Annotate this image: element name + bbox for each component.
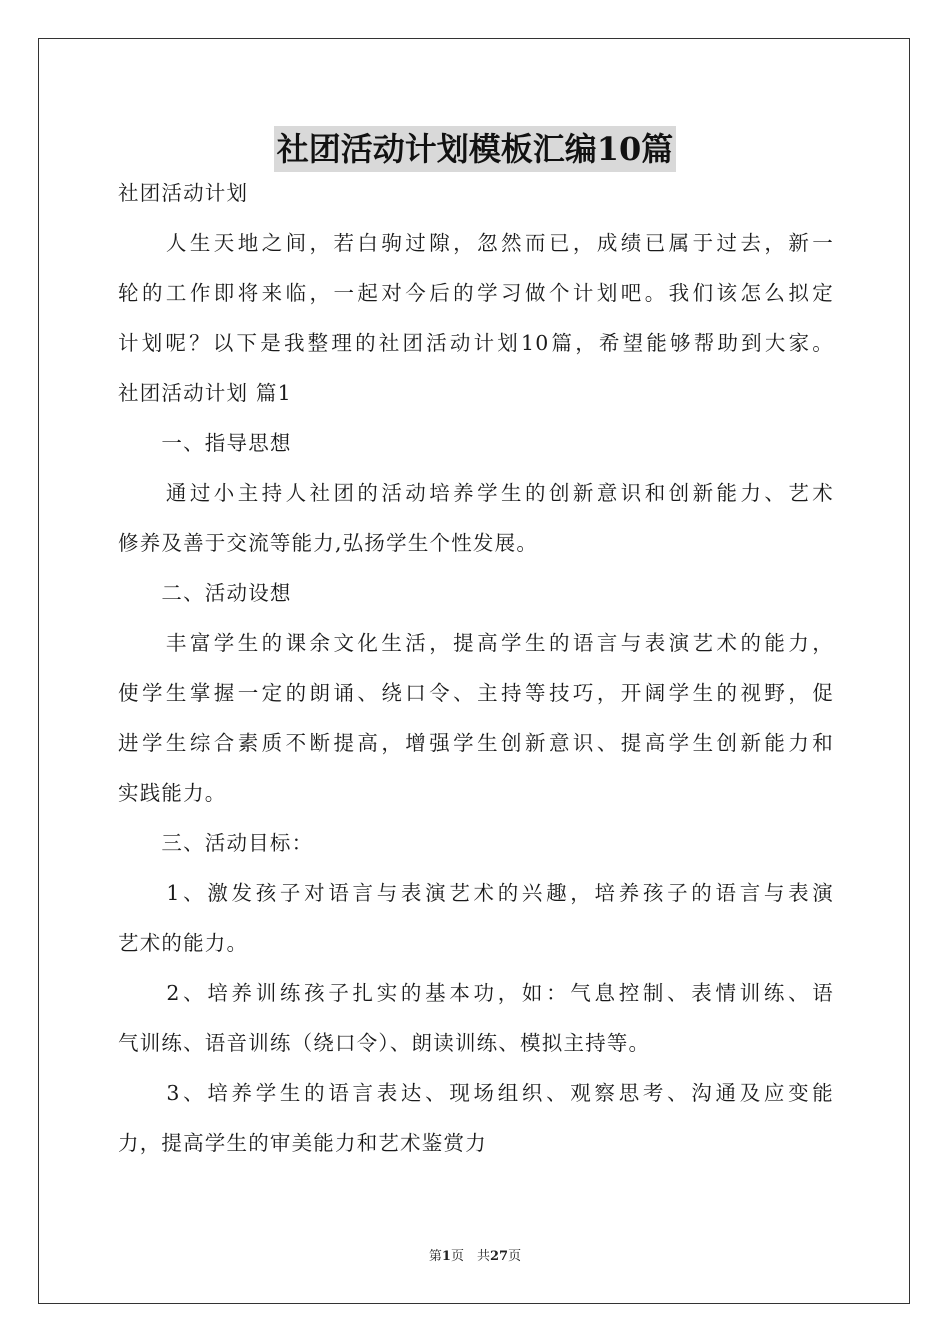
subheading: 一、指导思想 <box>118 431 292 455</box>
page-footer <box>0 1245 950 1264</box>
list-item-line: 1、激发孩子对语言与表演艺术的兴趣，培养孩子的语言与表演 <box>118 881 834 905</box>
footer-page-suffix: 页 <box>508 1249 522 1264</box>
footer-page-mid: 页 共 <box>450 1249 490 1264</box>
list-item-line: 力，提高学生的审美能力和艺术鉴赏力 <box>118 1131 487 1155</box>
title-container <box>0 126 950 172</box>
section-heading: 社团活动计划 <box>118 181 249 205</box>
footer-total-pages: 27 <box>489 1249 509 1264</box>
paragraph-line: 使学生掌握一定的朗诵、绕口令、主持等技巧，开阔学生的视野，促 <box>118 681 834 705</box>
paragraph-line: 修养及善于交流等能力,弘扬学生个性发展。 <box>118 531 539 555</box>
section-heading: 社团活动计划 篇1 <box>118 381 292 405</box>
footer-page-prefix: 第 <box>428 1249 442 1264</box>
list-item-line: 3、培养学生的语言表达、现场组织、观察思考、沟通及应变能 <box>118 1081 834 1105</box>
subheading: 二、活动设想 <box>118 581 292 605</box>
paragraph-line: 人生天地之间，若白驹过隙，忽然而已，成绩已属于过去，新一 <box>118 231 834 255</box>
list-item-line: 2、培养训练孩子扎实的基本功，如：气息控制、表情训练、语 <box>118 981 834 1005</box>
list-item-line: 气训练、语音训练（绕口令）、朗读训练、模拟主持等。 <box>118 1031 651 1055</box>
list-item-line: 艺术的能力。 <box>118 931 249 955</box>
paragraph-line: 轮的工作即将来临，一起对今后的学习做个计划吧。我们该怎么拟定 <box>118 281 834 305</box>
document-title: 社团活动计划模板汇编10篇 <box>274 126 677 172</box>
paragraph-line: 进学生综合素质不断提高，增强学生创新意识、提高学生创新能力和 <box>118 731 834 755</box>
paragraph-line: 通过小主持人社团的活动培养学生的创新意识和创新能力、艺术 <box>118 481 834 505</box>
footer-current-page: 1 <box>441 1249 451 1264</box>
paragraph-line: 实践能力。 <box>118 781 227 805</box>
paragraph-line: 丰富学生的课余文化生活，提高学生的语言与表演艺术的能力， <box>118 631 834 655</box>
subheading: 三、活动目标： <box>118 831 314 855</box>
paragraph-line: 计划呢？以下是我整理的社团活动计划10篇，希望能够帮助到大家。 <box>118 331 834 355</box>
